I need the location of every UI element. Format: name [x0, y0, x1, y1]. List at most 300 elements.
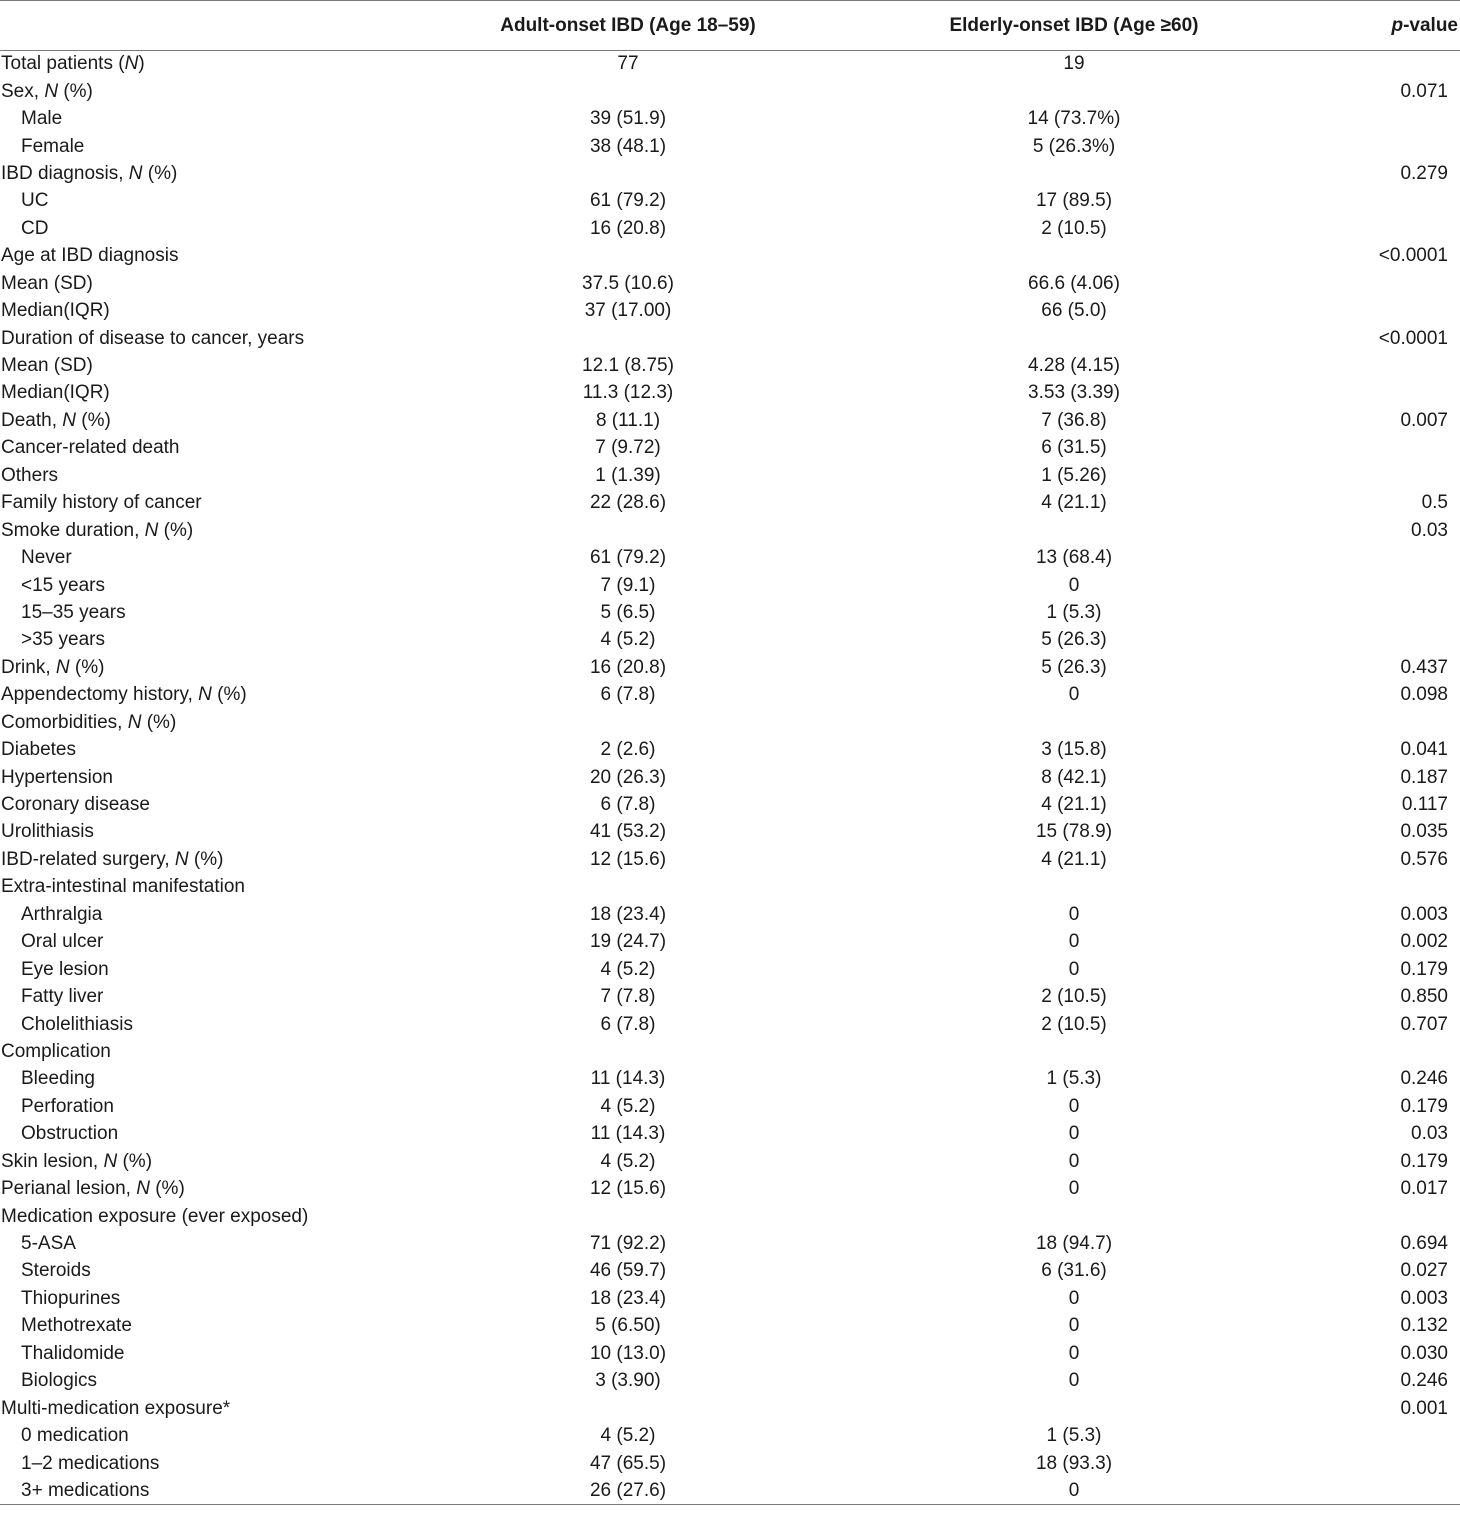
cell-adult-onset: 5 (6.50): [595, 1315, 661, 1337]
cell-adult-onset: 7 (7.8): [600, 986, 656, 1008]
row-label: [0, 1175, 400, 1202]
row-label: [0, 874, 400, 901]
table-row: [0, 956, 1460, 983]
row-label-text: 5-ASA: [21, 1233, 76, 1255]
table-row: [0, 709, 1460, 736]
table-row: [0, 1450, 1460, 1477]
cell-p-value: 0.132: [1400, 1315, 1448, 1337]
cell-p-value: 0.246: [1400, 1068, 1448, 1090]
cell-p-value: 0.279: [1400, 162, 1448, 184]
cell-p-value: [1292, 544, 1460, 571]
row-label-text: <15 years: [21, 574, 105, 596]
row-label-text: Multi-medication exposure*: [1, 1397, 231, 1419]
cell-adult-onset: 18 (23.4): [589, 903, 667, 925]
cell-elderly-onset: 14 (73.7%): [1027, 108, 1121, 130]
row-label-text: Methotrexate: [21, 1315, 132, 1337]
cell-p-value: 0.5: [1421, 492, 1448, 514]
cell-adult-onset: [400, 243, 856, 270]
cell-p-value: 0.003: [1400, 1287, 1448, 1309]
row-label: [0, 901, 400, 928]
cell-adult-onset: 11 (14.3): [590, 1068, 666, 1090]
cell-adult-onset: 37.5 (10.6): [582, 272, 674, 294]
row-label-text: Thalidomide: [21, 1342, 125, 1364]
cell-elderly-onset: 0: [1068, 1287, 1080, 1309]
table-row: [0, 105, 1460, 132]
table-row: [0, 1395, 1460, 1422]
cell-p-value: [1292, 1422, 1460, 1449]
row-label-text: Others: [1, 464, 59, 486]
cell-elderly-onset: 0: [1068, 1123, 1080, 1145]
cell-adult-onset: [400, 1038, 856, 1065]
cell-adult-onset: 2 (2.6): [600, 739, 656, 761]
cell-elderly-onset: 0: [1068, 1150, 1080, 1172]
cell-adult-onset: [400, 325, 856, 352]
row-label: [0, 188, 400, 215]
table-row: [0, 1175, 1460, 1202]
cell-elderly-onset: 15 (78.9): [1035, 821, 1113, 843]
row-label-text: Mean (SD): [1, 355, 93, 377]
row-label: [0, 352, 400, 379]
table-row: [0, 462, 1460, 489]
row-label-text: Coronary disease: [1, 794, 150, 816]
cell-adult-onset: 4 (5.2): [600, 629, 656, 651]
cell-p-value: 0.017: [1400, 1178, 1448, 1200]
row-label: [0, 1422, 400, 1449]
cell-p-value: 0.707: [1400, 1013, 1448, 1035]
row-label-text: Biologics: [21, 1370, 98, 1392]
row-label-text: 3+ medications: [21, 1479, 150, 1501]
row-label: [0, 627, 400, 654]
row-label: [0, 819, 400, 846]
cell-elderly-onset: 18 (93.3): [1035, 1452, 1113, 1474]
row-label: [0, 791, 400, 818]
row-label-tail: (%): [188, 848, 224, 870]
cell-p-value: [1292, 352, 1460, 379]
row-label-text: 15–35 years: [21, 601, 126, 623]
cell-p-value: [1292, 1038, 1460, 1065]
row-label-text: Duration of disease to cancer, years: [1, 327, 305, 349]
row-label-text: >35 years: [21, 629, 105, 651]
cell-adult-onset: 3 (3.90): [595, 1370, 661, 1392]
table-row: [0, 983, 1460, 1010]
table-row: [0, 407, 1460, 434]
row-label-text: Extra-intestinal manifestation: [1, 876, 245, 898]
row-label: [0, 1011, 400, 1038]
row-label: [0, 929, 400, 956]
cell-elderly-onset: 2 (10.5): [1041, 217, 1107, 239]
cell-elderly-onset: 0: [1068, 958, 1080, 980]
cell-elderly-onset: 0: [856, 1477, 1292, 1504]
table-row: [0, 1422, 1460, 1449]
table-row: [0, 1148, 1460, 1175]
cell-adult-onset: 61 (79.2): [589, 190, 667, 212]
cell-p-value: 0.179: [1400, 958, 1448, 980]
table-row: [0, 243, 1460, 270]
cell-adult-onset: 4 (5.2): [600, 1095, 656, 1117]
cell-adult-onset: 71 (92.2): [589, 1233, 667, 1255]
row-label: [0, 435, 400, 462]
cell-elderly-onset: [856, 874, 1292, 901]
cell-p-value: 0.041: [1400, 739, 1448, 761]
cell-adult-onset: 1 (1.39): [595, 464, 661, 486]
cell-elderly-onset: 5 (26.3): [1041, 656, 1107, 678]
cell-elderly-onset: 0: [1068, 1095, 1080, 1117]
cell-p-value: [1292, 51, 1460, 78]
row-label: [0, 1313, 400, 1340]
cell-adult-onset: 11.3 (12.3): [582, 382, 674, 404]
row-label-text: Medication exposure (ever exposed): [1, 1205, 309, 1227]
cell-adult-onset: 18 (23.4): [589, 1287, 667, 1309]
cell-p-value: 0.035: [1400, 821, 1448, 843]
table-row: [0, 297, 1460, 324]
cell-p-value: 0.071: [1400, 80, 1448, 102]
table-row: [0, 572, 1460, 599]
row-label-text: Family history of cancer: [1, 492, 202, 514]
cell-elderly-onset: 1 (5.3): [1046, 1425, 1102, 1447]
cell-p-value: 0.001: [1400, 1397, 1448, 1419]
row-label-tail: (%): [141, 711, 177, 733]
row-label-text: Female: [21, 135, 85, 157]
table-row: [0, 1313, 1460, 1340]
row-label-text: Death,: [1, 409, 63, 431]
row-label-text: 0 medication: [21, 1425, 129, 1447]
cell-elderly-onset: 0: [1068, 931, 1080, 953]
row-label-italic: N: [44, 80, 59, 102]
row-label-italic: N: [174, 848, 189, 870]
row-label-italic: N: [136, 1178, 150, 1200]
row-label-text: Age at IBD diagnosis: [1, 245, 179, 267]
cell-adult-onset: [400, 1203, 856, 1230]
cell-elderly-onset: 0: [1068, 1370, 1080, 1392]
cell-elderly-onset: 5 (26.3): [1041, 629, 1107, 651]
cell-adult-onset: 7 (9.72): [595, 437, 661, 459]
cell-elderly-onset: 66 (5.0): [1041, 300, 1107, 322]
table-row: [0, 352, 1460, 379]
cell-p-value: [1292, 270, 1460, 297]
cell-p-value: [1292, 1477, 1460, 1504]
row-label-tail: (%): [211, 684, 247, 706]
cell-adult-onset: 38 (48.1): [589, 135, 667, 157]
cell-p-value: [1292, 297, 1460, 324]
header-elderly-onset: Elderly-onset IBD (Age ≥60): [856, 1, 1292, 51]
cell-p-value: [1292, 188, 1460, 215]
row-label: [0, 1285, 400, 1312]
row-label: [0, 270, 400, 297]
row-label: [0, 709, 400, 736]
cell-elderly-onset: 3.53 (3.39): [1028, 382, 1120, 404]
cell-p-value: <0.0001: [1378, 245, 1448, 267]
cell-elderly-onset: [856, 1395, 1292, 1422]
row-label-text: Thiopurines: [21, 1287, 121, 1309]
cell-adult-onset: [400, 78, 856, 105]
row-label-text: Smoke duration,: [1, 519, 145, 541]
row-label: [0, 654, 400, 681]
row-label-text: Total patients (: [1, 53, 125, 75]
row-label-text: Mean (SD): [1, 272, 93, 294]
cell-p-value: 0.03: [1411, 519, 1448, 541]
cell-adult-onset: [400, 517, 856, 544]
table-row: [0, 736, 1460, 763]
row-label: [0, 1368, 400, 1395]
header-adult-onset: Adult-onset IBD (Age 18–59): [400, 1, 856, 51]
row-label: [0, 846, 400, 873]
row-label-text: Hypertension: [1, 766, 113, 788]
row-label-italic: N: [124, 53, 139, 75]
row-label: [0, 1148, 400, 1175]
cell-p-value: 0.850: [1400, 986, 1448, 1008]
table-row: [0, 627, 1460, 654]
table-row: [0, 1285, 1460, 1312]
cell-adult-onset: 26 (27.6): [400, 1477, 856, 1504]
table-row: [0, 929, 1460, 956]
cell-p-value: 0.027: [1400, 1260, 1448, 1282]
cell-elderly-onset: 6 (31.6): [1041, 1260, 1107, 1282]
cell-elderly-onset: 0: [1068, 1178, 1080, 1200]
cell-adult-onset: 12.1 (8.75): [582, 355, 674, 377]
cell-elderly-onset: 5 (26.3%): [1032, 135, 1116, 157]
table-row: [0, 599, 1460, 626]
cell-p-value: [1292, 435, 1460, 462]
row-label-tail: (%): [117, 1150, 153, 1172]
cell-elderly-onset: 0: [1068, 574, 1080, 596]
cell-elderly-onset: [856, 78, 1292, 105]
row-label-italic: N: [127, 711, 142, 733]
cell-p-value: [1292, 380, 1460, 407]
cell-adult-onset: 12 (15.6): [589, 848, 667, 870]
table-row: [0, 791, 1460, 818]
row-label: [0, 325, 400, 352]
row-label: [0, 51, 400, 78]
header-p-value: [1292, 1, 1460, 51]
cell-adult-onset: 10 (13.0): [589, 1342, 667, 1364]
row-label: [0, 297, 400, 324]
cell-adult-onset: 8 (11.1): [595, 409, 661, 431]
cell-elderly-onset: [856, 160, 1292, 187]
cell-p-value: 0.187: [1400, 766, 1448, 788]
row-label: [0, 1230, 400, 1257]
table-row: [0, 160, 1460, 187]
cell-adult-onset: 39 (51.9): [589, 108, 667, 130]
cell-p-value: 0.246: [1400, 1370, 1448, 1392]
cell-elderly-onset: [856, 325, 1292, 352]
cell-adult-onset: 16 (20.8): [589, 656, 667, 678]
cell-adult-onset: 6 (7.8): [600, 794, 656, 816]
cell-elderly-onset: 0: [1068, 903, 1080, 925]
cell-p-value: 0.003: [1400, 903, 1448, 925]
row-label-text: IBD-related surgery,: [1, 848, 175, 870]
cell-adult-onset: 4 (5.2): [600, 958, 656, 980]
header-p-suffix: -value: [1403, 14, 1458, 36]
row-label-text: Male: [21, 108, 63, 130]
cell-adult-onset: [400, 709, 856, 736]
row-label-text: Complication: [1, 1040, 111, 1062]
cell-adult-onset: 61 (79.2): [589, 547, 667, 569]
cell-p-value: 0.117: [1401, 794, 1448, 816]
row-label: [0, 380, 400, 407]
row-label-italic: N: [198, 684, 212, 706]
row-label: [0, 105, 400, 132]
cell-p-value: 0.576: [1400, 848, 1448, 870]
row-label: [0, 1203, 400, 1230]
cell-adult-onset: 6 (7.8): [600, 684, 656, 706]
row-label: [0, 1395, 400, 1422]
row-label: [0, 764, 400, 791]
row-label: [0, 1450, 400, 1477]
row-label-text: Perianal lesion,: [1, 1178, 137, 1200]
header-label: [0, 1, 400, 51]
cell-p-value: 0.694: [1400, 1233, 1448, 1255]
row-label-text: Skin lesion,: [1, 1150, 104, 1172]
row-label: [0, 160, 400, 187]
cell-adult-onset: 37 (17.00): [584, 300, 672, 322]
table-row: [0, 435, 1460, 462]
row-label-text: CD: [21, 217, 49, 239]
cell-p-value: 0.03: [1411, 1123, 1448, 1145]
cell-elderly-onset: 8 (42.1): [1041, 766, 1107, 788]
table-row: [0, 901, 1460, 928]
table-row: [0, 1011, 1460, 1038]
cell-elderly-onset: 0: [1068, 1315, 1080, 1337]
row-label: [0, 517, 400, 544]
cell-elderly-onset: 6 (31.5): [1041, 437, 1107, 459]
cell-elderly-onset: 4 (21.1): [1041, 848, 1107, 870]
row-label-text: 1–2 medications: [21, 1452, 160, 1474]
row-label-text: Steroids: [21, 1260, 91, 1282]
cell-adult-onset: 19 (24.7): [589, 931, 667, 953]
table-row: [0, 1093, 1460, 1120]
table-row: [0, 1368, 1460, 1395]
row-label: [0, 407, 400, 434]
row-label-text: Never: [21, 547, 72, 569]
row-label-text: Fatty liver: [21, 986, 104, 1008]
cell-adult-onset: 16 (20.8): [589, 217, 667, 239]
cell-elderly-onset: 4 (21.1): [1041, 492, 1107, 514]
row-label: [0, 1038, 400, 1065]
row-label: [0, 956, 400, 983]
row-label: [0, 736, 400, 763]
cell-p-value: 0.437: [1400, 656, 1448, 678]
cell-elderly-onset: 0: [1068, 684, 1080, 706]
cell-elderly-onset: [856, 1038, 1292, 1065]
row-label-italic: N: [103, 1150, 118, 1172]
table-row: [0, 846, 1460, 873]
row-label-text: Diabetes: [1, 739, 76, 761]
row-label-text: Obstruction: [21, 1123, 119, 1145]
row-label-text: Oral ulcer: [21, 931, 104, 953]
row-label-tail: (%): [69, 656, 105, 678]
row-label-italic: N: [55, 656, 70, 678]
row-label-text: Drink,: [1, 656, 56, 678]
row-label-text: Bleeding: [21, 1068, 95, 1090]
cell-elderly-onset: 2 (10.5): [1041, 1013, 1107, 1035]
row-label-tail: (%): [142, 162, 178, 184]
table-row: [0, 764, 1460, 791]
cell-p-value: 0.179: [1400, 1150, 1448, 1172]
row-label-text: Arthralgia: [21, 903, 103, 925]
table-row: [0, 544, 1460, 571]
cell-elderly-onset: 4 (21.1): [1041, 794, 1107, 816]
cell-elderly-onset: 1 (5.26): [1041, 464, 1107, 486]
row-label-tail: (%): [149, 1178, 185, 1200]
cell-elderly-onset: 66.6 (4.06): [1028, 272, 1120, 294]
table-row: [0, 490, 1460, 517]
row-label: [0, 1477, 400, 1504]
row-label-text: UC: [21, 190, 49, 212]
table-row: [0, 654, 1460, 681]
cell-elderly-onset: 13 (68.4): [1035, 547, 1113, 569]
cell-elderly-onset: 7 (36.8): [1041, 409, 1107, 431]
cell-elderly-onset: 19: [1063, 53, 1085, 75]
row-label: [0, 1258, 400, 1285]
cell-p-value: 0.007: [1400, 409, 1448, 431]
table-row: [0, 133, 1460, 160]
table-row: [0, 1203, 1460, 1230]
table-row: [0, 1340, 1460, 1367]
cell-elderly-onset: 3 (15.8): [1041, 739, 1107, 761]
row-label-text: Perforation: [21, 1095, 114, 1117]
row-label: [0, 133, 400, 160]
cell-p-value: [1292, 215, 1460, 242]
table-row: [0, 682, 1460, 709]
cell-elderly-onset: [856, 1203, 1292, 1230]
table-row: [0, 1230, 1460, 1257]
cell-adult-onset: [400, 874, 856, 901]
row-label: [0, 983, 400, 1010]
row-label: [0, 1340, 400, 1367]
row-label: [0, 215, 400, 242]
row-label-text: IBD diagnosis,: [1, 162, 129, 184]
cell-p-value: [1292, 599, 1460, 626]
cell-adult-onset: 4 (5.2): [600, 1425, 656, 1447]
cell-adult-onset: 46 (59.7): [589, 1260, 667, 1282]
cell-elderly-onset: 18 (94.7): [1035, 1233, 1113, 1255]
cell-p-value: <0.0001: [1378, 327, 1448, 349]
cell-elderly-onset: [856, 709, 1292, 736]
header-row: [0, 1, 1460, 51]
cell-adult-onset: 20 (26.3): [589, 766, 667, 788]
cell-elderly-onset: 17 (89.5): [1035, 190, 1113, 212]
cell-p-value: [1292, 105, 1460, 132]
table-row: [0, 51, 1460, 78]
row-label: [0, 544, 400, 571]
row-label-text: Eye lesion: [21, 958, 109, 980]
table-row: [0, 517, 1460, 544]
row-label-tail: (%): [58, 80, 93, 102]
row-label: [0, 682, 400, 709]
cell-elderly-onset: 0: [1068, 1342, 1080, 1364]
cell-p-value: [1292, 1203, 1460, 1230]
row-label-italic: N: [144, 519, 159, 541]
row-label-text: Median(IQR): [1, 300, 110, 322]
cell-adult-onset: [400, 1395, 856, 1422]
cell-elderly-onset: [856, 517, 1292, 544]
cell-p-value: [1292, 709, 1460, 736]
table-header: [0, 1, 1460, 51]
table-row: [0, 874, 1460, 901]
cell-elderly-onset: 1 (5.3): [1046, 601, 1102, 623]
cell-p-value: [1292, 1450, 1460, 1477]
row-label-tail: ): [138, 53, 145, 75]
row-label-italic: N: [62, 409, 76, 431]
cell-p-value: [1292, 133, 1460, 160]
cell-adult-onset: 47 (65.5): [589, 1452, 667, 1474]
table-body: [0, 51, 1460, 1505]
table-row: [0, 78, 1460, 105]
row-label-text: Appendectomy history,: [1, 684, 199, 706]
table-row: [0, 215, 1460, 242]
cell-p-value: [1292, 874, 1460, 901]
cell-p-value: [1292, 572, 1460, 599]
